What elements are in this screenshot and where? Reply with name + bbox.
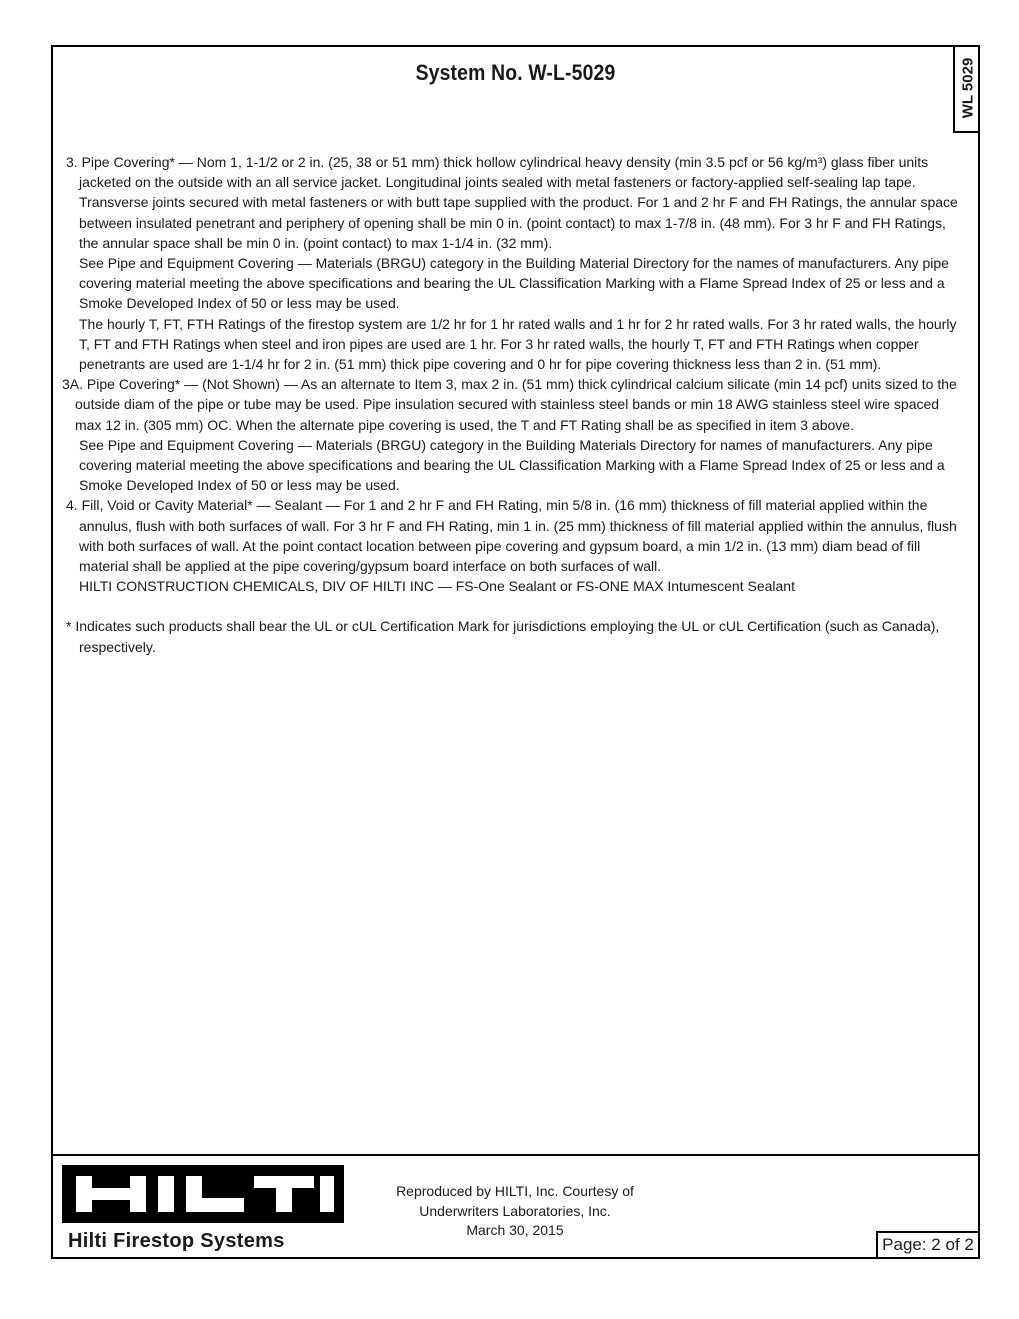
reproduction-note: [390, 1182, 640, 1241]
item-4-intro: 4. Fill, Void or Cavity Material* — Sealant — For 1 and 2 hr F and FH Rating, min 5/8 in. (16 mm) thickness of fill material applied within the annulus, flush with both surfaces of wall. For 3 hr F and FH Rating, min 1 in. (25 mm) thickness of fill material applied within the annulus, flush with both surfaces of wall. At the point contact location between pipe covering and gypsum board, a min 1/2 in. (13 mm) diam bead of fill material shall be applied at the pipe covering/gypsum board interface on both surfaces of wall.: [66, 497, 957, 575]
side-tab-label: WL 5029: [959, 57, 976, 119]
item-3-ratings: The hourly T, FT, FTH Ratings of the firestop system are 1/2 hr for 1 hr rated walls and 1 hr for 2 hr rated walls. For 3 hr rated walls, the hourly T, FT and FTH Ratings when steel and iron pipes are used are 1 hr. For 3 hr rated walls, the hourly T, FT and FTH Ratings when copper penetrants are used are 1-1/4 hr for 2 in. (51 mm) thick pipe covering and 0 hr for pipe covering thickness less than 2 in. (51 mm).: [79, 315, 957, 373]
footnote: * Indicates such products shall bear the UL or cUL Certification Mark for jurisdictions employing the UL or cUL Certification (such as Canada), respectively.: [66, 618, 940, 655]
repro-date: March 30, 2015: [466, 1222, 564, 1238]
brand-line: Hilti Firestop Systems: [68, 1230, 285, 1252]
item-3-see: See Pipe and Equipment Covering — Materials (BRGU) category in the Building Material Directory for the names of manufacturers. Any pipe covering material meeting the above specifications and bearing the UL Classification Marking with a Flame Spread Index of 25 or less and a Smoke Developed Index of 50 or less may be used.: [79, 255, 949, 312]
hilti-logo: [62, 1165, 344, 1223]
footer-divider: [51, 1154, 980, 1156]
repro-line-2: Underwriters Laboratories, Inc.: [419, 1202, 611, 1219]
item-3a-intro: 3A. Pipe Covering* — (Not Shown) — As an alternate to Item 3, max 2 in. (51 mm) thick cylindrical calcium silicate (min 14 pcf) units sized to the outside diam of the pipe or tube may be used. Pipe insulation secured with stainless steel bands or min 18 AWG stainless steel wire spaced max 12 in. (305 mm) OC. When the alternate pipe covering is used, the T and FT Rating shall be as specified in item 3 above.: [62, 376, 957, 433]
hilti-logo-mark: [62, 1165, 344, 1223]
page-title: System No. W-L-5029: [415, 60, 616, 85]
item-4-manufacturer: HILTI CONSTRUCTION CHEMICALS, DIV OF HILTI INC — FS-One Sealant or FS-ONE MAX Intumescent Sealant: [79, 578, 795, 595]
page-number: Page: 2 of 2: [876, 1231, 980, 1259]
item-3-intro: 3. Pipe Covering* — Nom 1, 1-1/2 or 2 in. (25, 38 or 51 mm) thick hollow cylindrical heavy density (min 3.5 pcf or 56 kg/m³) glass fiber units jacketed on the outside with an all service jacket. Longitudinal joints sealed with metal fasteners or factory-applied self-sealing lap tape. Transverse joints secured with metal fasteners or with butt tape supplied with the product. For 1 and 2 hr F and FH Ratings, the annular space between insulated penetrant and periphery of opening shall be min 0 in. (point contact) to max 1-7/8 in. (48 mm). For 3 hr F and FH Ratings, the annular space shall be min 0 in. (point contact) to max 1-1/4 in. (32 mm).: [66, 154, 958, 251]
item-3a-see: See Pipe and Equipment Covering — Materials (BRGU) category in the Building Materials Directory for names of manufacturers. Any pipe covering material meeting the above specifications and bearing the UL Classification Marking with a Flame Spread Index of 25 or less and a Smoke Developed Index of 50 or less may be used.: [79, 436, 945, 494]
side-tab: [953, 45, 980, 133]
repro-line-1: Reproduced by HILTI, Inc. Courtesy of: [396, 1183, 634, 1199]
document-body: [62, 152, 958, 657]
